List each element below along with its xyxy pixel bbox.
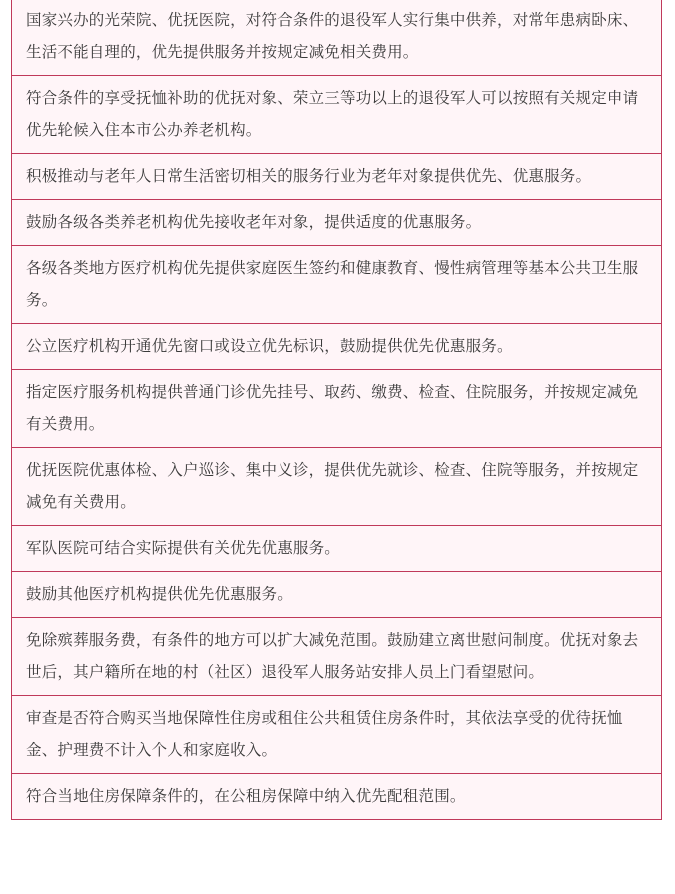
table-row — [12, 200, 662, 246]
table-cell: 积极推动与老年人日常生活密切相关的服务行业为老年对象提供优先、优惠服务。 — [12, 154, 662, 200]
table-cell: 公立医疗机构开通优先窗口或设立优先标识，鼓励提供优先优惠服务。 — [12, 324, 662, 370]
table-cell: 鼓励各级各类养老机构优先接收老年对象，提供适度的优惠服务。 — [12, 200, 662, 246]
table-row — [12, 0, 662, 76]
table-row — [12, 154, 662, 200]
table-row — [12, 696, 662, 774]
table-cell: 鼓励其他医疗机构提供优先优惠服务。 — [12, 572, 662, 618]
table-row — [12, 246, 662, 324]
table-cell: 免除殡葬服务费，有条件的地方可以扩大减免范围。鼓励建立离世慰问制度。优抚对象去世后，其户籍所在地的村（社区）退役军人服务站安排人员上门看望慰问。 — [12, 618, 662, 696]
table-cell: 优抚医院优惠体检、入户巡诊、集中义诊，提供优先就诊、检查、住院等服务，并按规定减免有关费用。 — [12, 448, 662, 526]
table-row — [12, 572, 662, 618]
table-cell: 指定医疗服务机构提供普通门诊优先挂号、取药、缴费、检查、住院服务，并按规定减免有关费用。 — [12, 370, 662, 448]
table-row — [12, 526, 662, 572]
table-row — [12, 370, 662, 448]
table-row — [12, 774, 662, 820]
table-row — [12, 76, 662, 154]
table-cell: 军队医院可结合实际提供有关优先优惠服务。 — [12, 526, 662, 572]
table-cell: 符合条件的享受抚恤补助的优抚对象、荣立三等功以上的退役军人可以按照有关规定申请优先轮候入住本市公办养老机构。 — [12, 76, 662, 154]
benefits-table — [11, 0, 662, 820]
table-cell: 各级各类地方医疗机构优先提供家庭医生签约和健康教育、慢性病管理等基本公共卫生服务。 — [12, 246, 662, 324]
table-row — [12, 324, 662, 370]
table-row — [12, 448, 662, 526]
table-cell: 国家兴办的光荣院、优抚医院，对符合条件的退役军人实行集中供养，对常年患病卧床、生活不能自理的，优先提供服务并按规定减免相关费用。 — [12, 0, 662, 76]
table-cell: 符合当地住房保障条件的，在公租房保障中纳入优先配租范围。 — [12, 774, 662, 820]
table-row — [12, 618, 662, 696]
table-cell: 审查是否符合购买当地保障性住房或租住公共租赁住房条件时，其依法享受的优待抚恤金、护理费不计入个人和家庭收入。 — [12, 696, 662, 774]
